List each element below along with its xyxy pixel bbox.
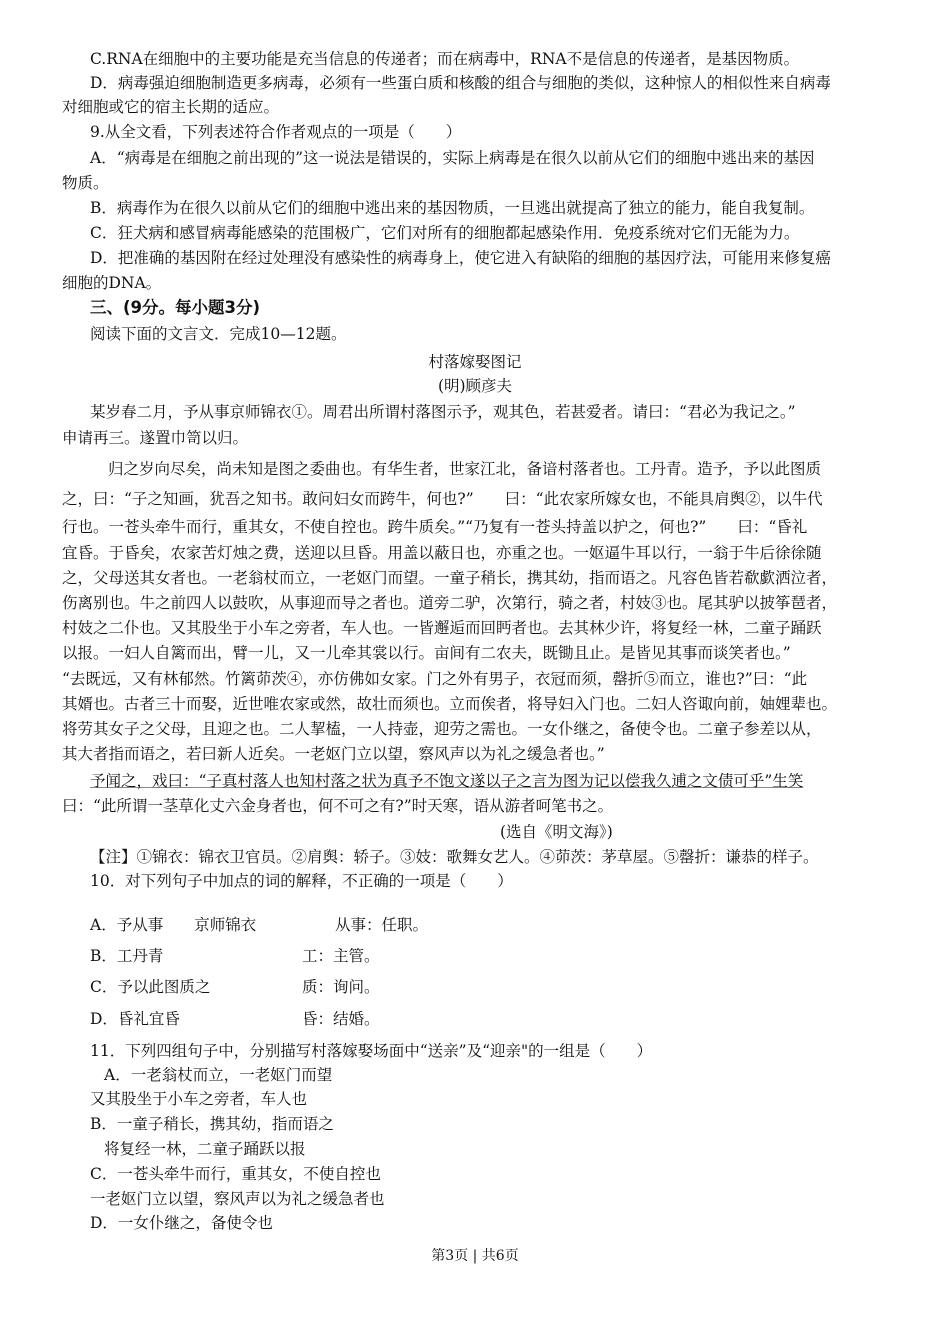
q11-option-b-2: 将复经一林，二童子踊跃以报: [104, 1140, 306, 1158]
question-9: 9.从全文看，下列表述符合作者观点的一项是（ ）: [90, 123, 462, 141]
passage-p3-line-3: 将劳其女子之父母，且迎之也。二人挈榼，一人持壶，迎劳之需也。一女仆继之，备使令也。二童子参差以从，: [62, 720, 822, 738]
section-3-intro: 阅读下面的文言文．完成10—12题。: [90, 325, 347, 343]
q10-option-b-explain: 工：主管。: [302, 947, 380, 965]
q9-option-d-1: D．把准确的基因附在经过处理没有感染性的病毒身上，使它进入有缺陷的细胞的基因疗法，可能用来修复癌: [90, 249, 831, 267]
page-footer: 第3页 | 共6页: [431, 1248, 519, 1264]
q9-option-d-2: 细胞的DNA。: [62, 274, 162, 292]
q10-option-d-sentence: D．昏礼宜昏: [90, 1010, 180, 1028]
q11-option-c-1: C．一苍头牵牛而行，重其女，不使自控也: [90, 1165, 381, 1183]
q11-option-d-1: D．一女仆继之，备使令也: [90, 1214, 273, 1232]
passage-author: (明)顾彦夫: [437, 377, 513, 395]
q11-option-a-1: A．一老翁杖而立，一老妪门而望: [104, 1066, 333, 1084]
passage-p3-line-2: 其婿也。古者三十而娶，近世唯农家或然，故壮而须也。立而俟者，将导妇入门也。二妇人咨诹向前，妯娌辈也。: [62, 695, 838, 713]
q9-option-a-2: 物质。: [62, 174, 109, 192]
passage-p2-line-7: 村妓之二仆也。又其股坐于小车之旁者，车人也。一皆邂逅而回眄者也。去其林少许，将复经一林，二童子踊跃: [62, 619, 822, 637]
q10-option-c-explain: 质：询问。: [302, 978, 380, 996]
passage-p4-line-2: 曰：“此所谓一茎草化丈六金身者也，何不可之有?”时天寒，语从游者呵笔书之。: [62, 797, 614, 815]
option-d-line-1: D．病毒强迫细胞制造更多病毒，必须有一些蛋白质和核酸的组合与细胞的类似，这种惊人的相似性来自病毒: [90, 74, 831, 92]
q9-option-c: C．狂犬病和感冒病毒能感染的范围极广，它们对所有的细胞都起感染作用．免疫系统对它们无能为力。: [90, 224, 800, 242]
section-3-heading: 三、(9分。每小题3分): [90, 298, 261, 317]
annotation-note: 【注】①锦衣：锦衣卫官员。②肩舆：轿子。③妓：歌舞女艺人。④茆茨：茅草屋。⑤罄折：谦恭的样子。: [90, 848, 819, 866]
q10-option-d-explain: 昏：结婚。: [302, 1010, 380, 1028]
option-c-line: C.RNA在细胞中的主要功能是充当信息的传递者；而在病毒中，RNA不是信息的传递者，是基因物质。: [90, 50, 800, 68]
passage-p2-line-8: 以报。一妇人自篱而出，臂一儿，又一儿牵其裳以行。亩间有二农夫，既锄且止。是皆见其事而谈笑者也。”: [62, 644, 791, 662]
q11-option-a-2: 又其股坐于小车之旁者，车人也: [90, 1090, 308, 1108]
passage-p2-line-2: 之，曰：“子之知画，犹吾之知书。敢问妇女而跨牛，何也?” 曰：“此农家所嫁女也，不能具肩舆②，以牛代: [62, 490, 823, 508]
q9-option-b: B．病毒作为在很久以前从它们的细胞中逃出来的基因物质，一旦逃出就提高了独立的能力，能自我复制。: [90, 199, 815, 217]
passage-p4-line-1: 予闻之，戏曰：“子真村落人也知村落之状为真予不饱文遂以子之言为图为记以偿我久逋之文债可乎”生笑: [90, 772, 804, 790]
q10-option-a-explain: 从事：任职。: [335, 916, 429, 934]
passage-p3-line-4: 其大者指而语之，若曰新人近矣。一老妪门立以望，察风声以为礼之缓急者也。”: [62, 745, 605, 763]
passage-p2-line-3: 行也。一苍头牵牛而行，重其女，不使自控也。跨牛质矣。”“乃复有一苍头持盖以护之，何也?” 曰：“昏礼: [62, 518, 808, 536]
q11-option-b-1: B．一童子稍长，携其幼，指而语之: [90, 1115, 334, 1133]
q10-option-a-sentence: A．予从事 京师锦衣: [90, 916, 257, 934]
option-d-line-2: 对细胞或它的宿主长期的适应。: [62, 98, 280, 116]
passage-p2-line-5: 之，父母送其女者也。一老翁杖而立，一老妪门而望。一童子稍长，携其幼，指而语之。凡容色皆若欷歔洒泣者，: [62, 569, 838, 587]
q10-option-c-sentence: C．予以此图质之: [90, 978, 211, 996]
passage-p2-line-6: 伤离别也。牛之前四人以鼓吹，从事迎而导之者也。道旁二驴，次第行，骑之者，村妓③也。尾其驴以披筝琶者，: [62, 594, 838, 612]
passage-p3-line-1: “去既远，又有林郁然。竹篱茆茨④，亦仿佛如女家。门之外有男子，衣冠而须，罄折⑤而立，谁也?”曰：“此: [62, 670, 808, 688]
q9-option-a-1: A．“病毒是在细胞之前出现的”这一说法是错误的，实际上病毒是在很久以前从它们的细胞中逃出来的基因: [90, 149, 815, 167]
question-11: 11．下列四组句子中，分别描写村落嫁娶场面中“送亲”及“迎亲"的一组是（ ）: [90, 1042, 653, 1060]
passage-title: 村落嫁娶图记: [428, 353, 522, 371]
question-10: 10．对下列句子中加点的词的解释，不正确的一项是（ ）: [90, 872, 513, 890]
passage-p1-line-2: 申请再三。遂置巾笥以归。: [62, 429, 249, 447]
q10-option-b-sentence: B．工丹青: [90, 947, 164, 965]
passage-p1-line-1: 某岁春二月，予从事京师锦衣①。周君出所谓村落图示予，观其色，若甚爱者。请曰：“君必为我记之。”: [90, 403, 796, 421]
passage-p2-line-4: 宜昏。于昏矣，农家苦灯烛之费，送迎以旦昏。用盖以蔽日也，亦重之也。一妪逼牛耳以行，一翁于牛后徐徐随: [62, 544, 822, 562]
q11-option-c-2: 一老妪门立以望，察风声以为礼之缓急者也: [90, 1190, 385, 1208]
passage-source: (选自《明文海》): [500, 823, 613, 841]
passage-p2-line-1: 归之岁向尽矣，尚未知是图之委曲也。有华生者，世家江北，备谙村落者也。工丹青。造予，予以此图质: [108, 460, 822, 478]
